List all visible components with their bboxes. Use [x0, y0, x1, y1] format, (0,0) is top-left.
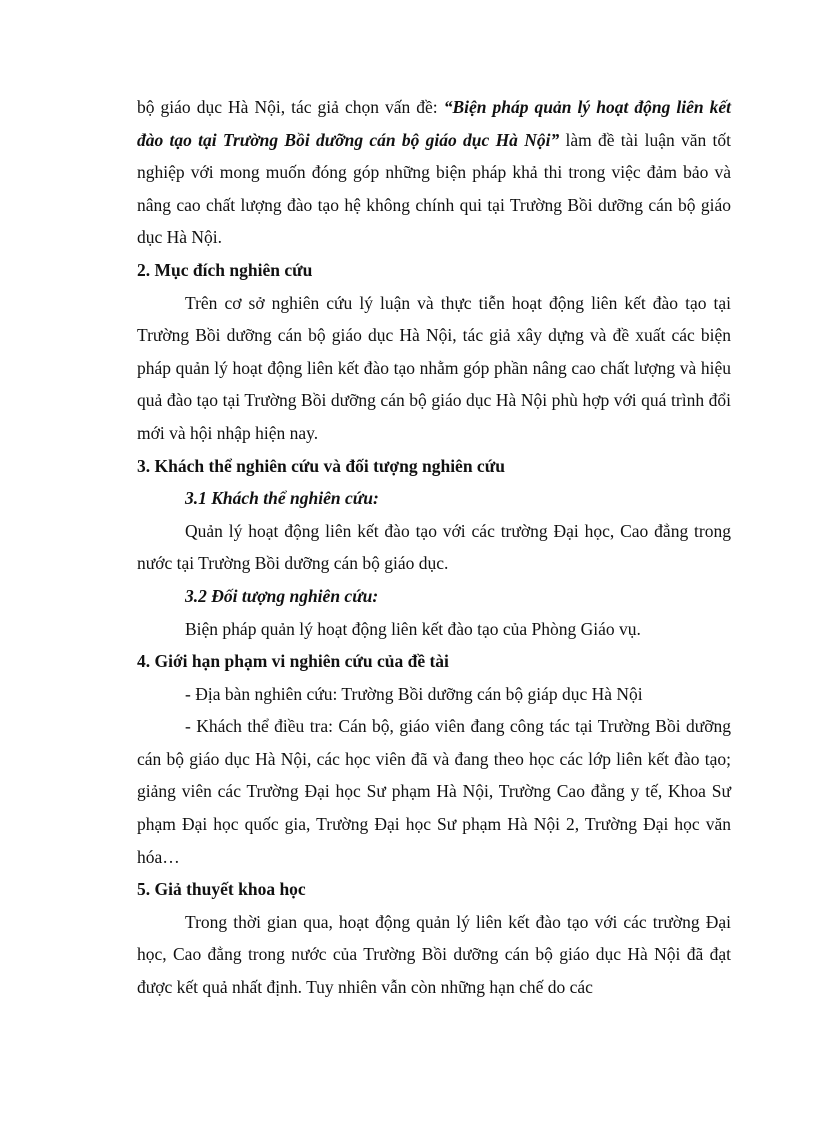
- thesis-title: “Biện pháp quản lý hoạt động liên kết đào tạo tại Trường Bồi dưỡng cán bộ giáo dục Hà Nội”: [137, 97, 731, 150]
- section-3-2-heading: 3.2 Đối tượng nghiên cứu:: [185, 585, 379, 606]
- section-5-paragraph: Trong thời gian qua, hoạt động quản lý liên kết đào tạo với các trường Đại học, Cao đẳng trong nước của Trường Bồi dưỡng cán bộ giáo dục Hà Nội đã đạt được kết quả nhất định. Tuy nhiên vẫn còn những hạn chế do các: [137, 911, 731, 998]
- section-2-heading: 2. Mục đích nghiên cứu: [137, 259, 313, 280]
- section-3-2-paragraph: Biện pháp quản lý hoạt động liên kết đào tạo của Phòng Giáo vụ.: [185, 618, 641, 639]
- document-page: [137, 91, 731, 1004]
- section-2-paragraph: Trên cơ sở nghiên cứu lý luận và thực tiễn hoạt động liên kết đào tạo tại Trường Bồi dưỡng cán bộ giáo dục Hà Nội, tác giả xây dựng và đề xuất các biện pháp quản lý hoạt động liên kết đào tạo nhằm góp phần nâng cao chất lượng và hiệu quả đào tạo tại Trường Bồi dưỡng cán bộ giáo dục Hà Nội phù hợp với quá trình đổi mới và hội nhập hiện nay.: [137, 292, 731, 443]
- section-4-survey-subjects: - Khách thể điều tra: Cán bộ, giáo viên đang công tác tại Trường Bồi dưỡng cán bộ giáo dục Hà Nội, các học viên đã và đang theo học các lớp liên kết đào tạo; giảng viên các Trường Đại học Sư phạm Hà Nội, Trường Cao đẳng y tế, Khoa Sư phạm Đại học quốc gia, Trường Đại học Sư phạm Hà Nội 2, Trường Đại học văn hóa…: [137, 716, 731, 867]
- section-4-location: - Địa bàn nghiên cứu: Trường Bồi dưỡng cán bộ giáp dục Hà Nội: [185, 683, 643, 704]
- section-4-heading: 4. Giới hạn phạm vi nghiên cứu của đề tài: [137, 651, 449, 672]
- section-3-heading: 3. Khách thể nghiên cứu và đối tượng nghiên cứu: [137, 455, 505, 476]
- section-3-1-heading: 3.1 Khách thể nghiên cứu:: [185, 488, 379, 509]
- intro-text-end: làm đề tài luận văn tốt nghiệp với mong muốn đóng góp những biện pháp khả thi trong việc đảm bảo và nâng cao chất lượng đào tạo hệ không chính qui tại Trường Bồi dưỡng cán bộ giáo dục Hà Nội.: [137, 129, 731, 248]
- intro-paragraph: [137, 91, 731, 254]
- section-5-heading: 5. Giả thuyết khoa học: [137, 879, 306, 900]
- section-3-1-paragraph: Quản lý hoạt động liên kết đào tạo với các trường Đại học, Cao đẳng trong nước tại Trường Bồi dưỡng cán bộ giáo dục.: [137, 520, 731, 574]
- intro-text-start: bộ giáo dục Hà Nội, tác giả chọn vấn đề:: [137, 97, 444, 117]
